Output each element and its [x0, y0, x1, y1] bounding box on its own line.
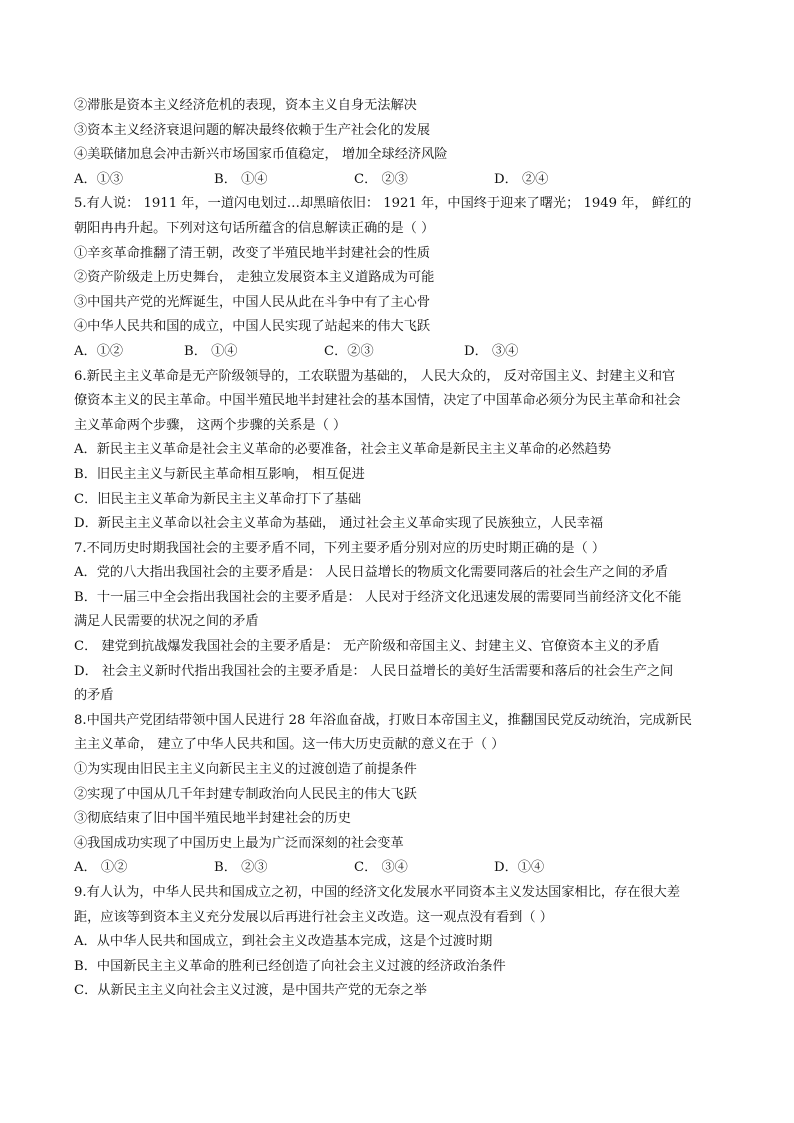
question-stem: 9.有人认为，中华人民共和国成立之初，中国的经济文化发展水平同资本主义发达国家相比，存在很大差	[74, 885, 681, 900]
option-c: C． ②③	[354, 171, 408, 187]
option-b: B． ①④	[184, 343, 238, 359]
question-stem: 主义革命两个步骤， 这两个步骤的关系是（ ）	[74, 417, 347, 433]
choice-c: C．旧民主主义革命为新民主主义革命打下了基础	[74, 491, 362, 507]
statement-item: ③中国共产党的光辉诞生，中国人民从此在斗争中有了主心骨	[74, 294, 431, 310]
choice-a: A．从中华人民共和国成立，到社会主义改造基本完成，这是个过渡时期	[74, 934, 493, 950]
choice-b: B．十一届三中全会指出我国社会的主要矛盾是： 人民对于经济文化迅速发展的需要同当前经济文化不能	[74, 589, 682, 605]
statement-item: ①为实现由旧民主主义向新民主主义的过渡创造了前提条件	[74, 762, 417, 778]
option-a: A． ①②	[74, 860, 128, 876]
choice-d-continued: 的矛盾	[74, 688, 114, 704]
option-c: C．②③	[324, 343, 374, 359]
question-stem: 6.新民主主义革命是无产阶级领导的，工农联盟为基础的， 人民大众的， 反对帝国主义、封建主义和官	[74, 368, 676, 384]
choice-c: C． 建党到抗战爆发我国社会的主要矛盾是： 无产阶级和帝国主义、封建主义、官僚资本主义的矛盾	[74, 639, 660, 655]
question-stem: 7.不同历史时期我国社会的主要矛盾不同，下列主要矛盾分别对应的历史时期正确的是（ ）	[74, 540, 606, 556]
question-stem: 朝阳冉冉升起。下列对这句话所蕴含的信息解读正确的是（ ）	[74, 220, 435, 236]
choice-d: D．新民主主义革命以社会主义革命为基础， 通过社会主义革命实现了民族独立，人民幸福	[74, 516, 604, 532]
statement-item: ③彻底结束了旧中国半殖民地半封建社会的历史	[74, 811, 351, 827]
choice-b: B．旧民主主义与新民主革命相互影响， 相互促进	[74, 466, 365, 482]
question-stem: 僚资本主义的民主革命。中国半殖民地半封建社会的基本国情，决定了中国革命必须分为民主革命和社会	[74, 393, 681, 409]
question-7	[74, 537, 724, 709]
option-b: B． ①④	[214, 171, 268, 187]
choice-b-continued: 满足人民需要的状况之间的矛盾	[74, 614, 259, 630]
question-5	[74, 192, 724, 364]
answer-options	[74, 856, 724, 881]
option-a: A．①②	[74, 343, 124, 359]
question-stem: 距，应该等到资本主义充分发展以后再进行社会主义改造。这一观点没有看到（ ）	[74, 909, 553, 925]
statement-item: ②资产阶级走上历史舞台， 走独立发展资本主义道路成为可能	[74, 270, 435, 286]
question-4	[74, 94, 724, 192]
statement-item: ②实现了中国从几千年封建专制政治向人民民主的伟大飞跃	[74, 786, 417, 802]
statement-item: ④美联储加息会冲击新兴市场国家币值稳定， 增加全球经济风险	[74, 147, 448, 163]
answer-options	[74, 168, 724, 193]
statement-item: ①辛亥革命推翻了清王朝，改变了半殖民地半封建社会的性质	[74, 245, 431, 261]
choice-c: C．从新民主主义向社会主义过渡，是中国共产党的无奈之举	[74, 983, 427, 999]
statement-item: ④我国成功实现了中国历史上最为广泛而深刻的社会变革	[74, 835, 404, 851]
choice-a: A．党的八大指出我国社会的主要矛盾是： 人民日益增长的物质文化需要同落后的社会生产之间的矛盾	[74, 565, 668, 581]
choice-d: D． 社会主义新时代指出我国社会的主要矛盾是： 人民日益增长的美好生活需要和落后的社会生产之间	[74, 663, 674, 679]
question-6	[74, 365, 724, 537]
option-b: B． ②③	[214, 860, 268, 876]
question-9	[74, 881, 724, 1004]
option-d: D． ③④	[464, 343, 519, 359]
statement-item: ②滞胀是资本主义经济危机的表现，资本主义自身无法解决	[74, 98, 417, 113]
choice-b: B．中国新民主主义革命的胜利已经创造了向社会主义过渡的经济政治条件	[74, 958, 506, 974]
question-stem: 5.有人说： 1911 年，一道闪电划过…却黑暗依旧： 1921 年，中国终于迎来了曙光； 1949 年， 鲜红的	[74, 196, 692, 212]
statement-item: ③资本主义经济衰退问题的解决最终依赖于生产社会化的发展	[74, 122, 431, 138]
option-c: C． ③④	[354, 860, 408, 876]
choice-a: A．新民主主义革命是社会主义革命的必要准备，社会主义革命是新民主主义革命的必然趋势	[74, 442, 612, 458]
option-d: D． ②④	[494, 171, 549, 187]
question-stem: 主主义革命， 建立了中华人民共和国。这一伟大历史贡献的意义在于（ ）	[74, 737, 505, 753]
answer-options	[74, 340, 724, 365]
question-8	[74, 709, 724, 881]
exam-page	[74, 94, 724, 1004]
option-a: A．①③	[74, 171, 124, 187]
question-stem: 8.中国共产党团结带领中国人民进行 28 年浴血奋战，打败日本帝国主义，推翻国民党反动统治，完成新民	[74, 712, 692, 728]
statement-item: ④中华人民共和国的成立，中国人民实现了站起来的伟大飞跃	[74, 319, 431, 335]
option-d: D．①④	[494, 860, 545, 876]
